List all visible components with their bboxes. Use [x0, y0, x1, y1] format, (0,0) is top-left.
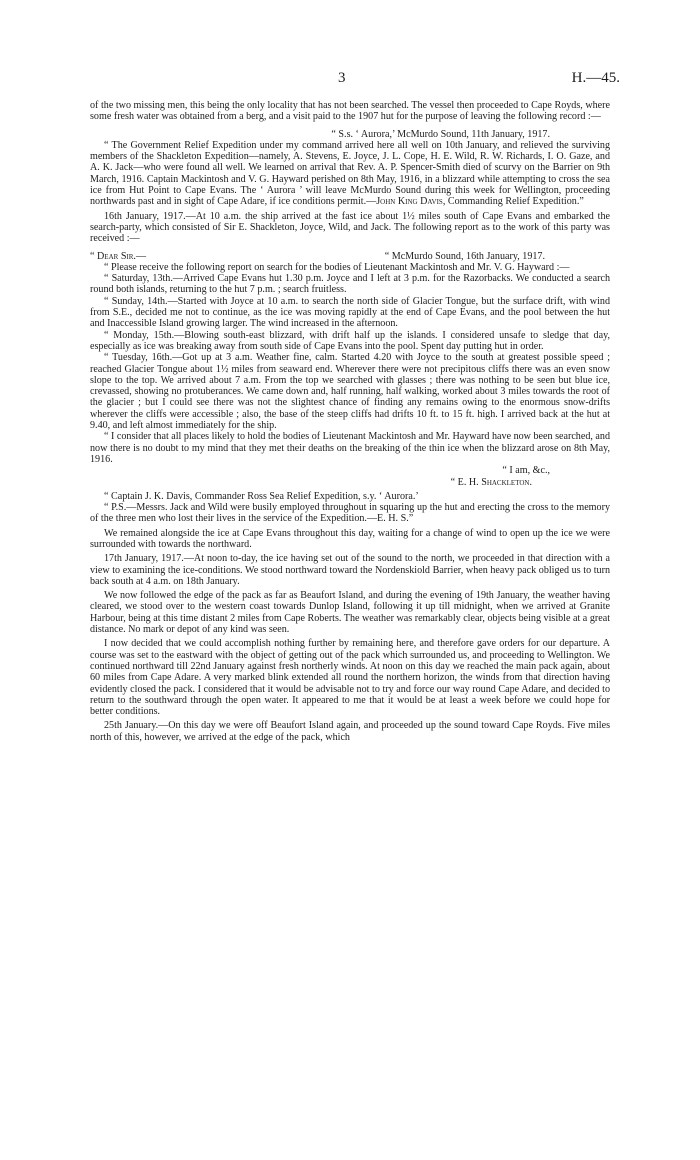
- paragraph-beaufort-island: We now followed the edge of the pack as far as Beaufort Island, and during the evening of 19th January, the weather having cleared, we stood over to the western coast towards Dunlop Island, following it up till midnight, when we arrived at Granite Harbour, being at this time distant 2 miles from Cape Roberts. The weather was remarkably clear, objects being visible at a great distance. No mark or depot of any kind was seen.: [90, 590, 610, 636]
- record-dateline: “ S.s. ‘ Aurora,’ McMurdo Sound, 11th January, 1917.: [331, 128, 550, 140]
- letter-postscript: “ P.S.—Messrs. Jack and Wild were busily employed throughout in squaring up the hut and erecting the cross to the memory of the three men who lost their lives in the service of the Expedition.—E. H. S.”: [90, 502, 610, 525]
- letter-monday: “ Monday, 15th.—Blowing south-east blizzard, with drift half up the islands. I considered unsafe to sledge that day, especially as ice was breaking away from south side of Cape Evans into the pool. Spent day putting hut in order.: [90, 329, 610, 352]
- letter-closing: “ I am, &c.,: [502, 465, 550, 477]
- record-signature: John King Davis: [376, 196, 443, 208]
- paragraph-continuation: of the two missing men, this being the only locality that has not been searched. The vessel then proceeded to Cape Royds, where some fresh water was obtained from a berg, and a visit paid to the 1907 hut for the purpose of leaving the following record :—: [90, 100, 610, 123]
- letter-conclusion: “ I consider that all places likely to hold the bodies of Lieutenant Mackintosh and Mr. Hayward have now been searched, and now there is no doubt to my mind that they met their deaths on the breaking of the thin ice when the blizzard arose on 8th May, 1916.: [90, 431, 610, 465]
- paragraph-16th-january: 16th January, 1917.—At 10 a.m. the ship arrived at the fast ice about 1½ miles south of Cape Evans and embarked the search-party, which consisted of Sir E. Shackleton, Joyce, Wild, and Jack. The following report as to the work of this party was received :—: [90, 210, 610, 245]
- paragraph-remained: We remained alongside the ice at Cape Evans throughout this day, waiting for a change of wind to open up the ice we were surrounded with towards the northward.: [90, 527, 610, 550]
- letter-signature: “ E. H. Shackleton.: [450, 476, 532, 488]
- page-header: [90, 70, 620, 100]
- paragraph-decision: I now decided that we could accomplish nothing further by remaining here, and therefore gave orders for our departure. A course was set to the eastward with the object of getting out of the pack which surrounded us, and proceeding to Wellington. We continued northward till 22nd January against fresh northerly winds. At noon on this day we reached the main pack again, about 60 miles from Cape Adare. A very marked blink extended all round the northern horizon, the winds from that direction having evidently closed the pack. I considered that it would be advisable not to try and force our way round Cape Adare, and decided to return to the southward through the open water. It appeared to me that it would be at least a week before we could hope for better conditions.: [90, 638, 610, 718]
- page-number: 3: [338, 70, 346, 86]
- letter-salutation: “ Dear Sir.—: [90, 250, 147, 262]
- letter-heading: [90, 251, 610, 262]
- paragraph-25th-january: 25th January.—On this day we were off Beaufort Island again, and proceeded up the sound toward Cape Royds. Five miles north of this, however, we arrived at the edge of the pack, which: [90, 720, 610, 743]
- document-reference: H.—45.: [571, 70, 620, 86]
- letter-sunday: “ Sunday, 14th.—Started with Joyce at 10 a.m. to search the north side of Glacier Tongue, but the surface drift, with wind from S.E., decided me not to continue, as the ice was moving rapidly at the end of Cape Evans, and the pool between the hut and Inaccessible Island growing larger. The wind increased in the afternoon.: [90, 295, 610, 330]
- paragraph-17th-january: 17th January, 1917.—At noon to-day, the ice having set out of the sound to the north, we proceeded in that direction with a view to examining the ice-conditions. We stood northward toward the Nordenskiold Barrier, when heavy pack obliged us to turn back south at 4 a.m. on 18th January.: [90, 553, 610, 587]
- letter-intro: “ Please receive the following report on search for the bodies of Lieutenant Mackintosh and Mr. V. G. Hayward :—: [104, 261, 570, 273]
- letter-dateline: “ McMurdo Sound, 16th January, 1917.: [384, 250, 545, 262]
- document-page: [90, 70, 620, 743]
- letter-addressee: “ Captain J. K. Davis, Commander Ross Sea Relief Expedition, s.y. ‘ Aurora.’: [104, 490, 419, 502]
- letter-saturday: “ Saturday, 13th.—Arrived Cape Evans hut 1.30 p.m. Joyce and I left at 3 p.m. for the Razorbacks. We conducted a search round both islands, returning to the hut 7 p.m. ; search fruitless.: [90, 273, 610, 296]
- letter-tuesday: “ Tuesday, 16th.—Got up at 3 a.m. Weather fine, calm. Started 4.20 with Joyce to the south at greatest possible speed ; reached Glacier Tongue about 1½ miles from seaward end. Wherever there were not precipitous cliffs there was an even snow slope to the top. We arrived about 7 a.m. From the top we searched with glasses ; there was nothing to be seen but blue ice, crevassed, showing no protuberances. We came down and, half running, half walking, worked about 3 miles towards the root of the glacier ; but I could see there was not the slightest chance of finding any remains owing to the enormous snow-drifts wherever the cliffs were accessible ; also, the base of the steep cliffs had drifts 10 ft. to 15 ft. high. I arrived back at the hut at 9.40, and left almost immediately for the ship.: [90, 352, 610, 432]
- record-body: “ The Government Relief Expedition under my command arrived here all well on 10th January, and relieved the surviving members of the Shackleton Expedition—namely, A. Stevens, E. Joyce, J. L. Cope, H. E. Wild, R. W. Richards, I. O. Gaze, and A. K. Jack—who were found all well. We learned on arrival that Rev. A. P. Spencer-Smith died of scurvy on the Barrier on 9th March, 1916. Captain Mackintosh and V. G. Hayward perished on 8th May, 1916, in a blizzard while attempting to cross the sea ice from Hut Point to Cape Evans. The ‘ Aurora ’ will leave McMurdo Sound during this week for Wellington, proceeding northwards past and in sight of Cape Adare, if ice conditions permit.—John King Davis, Commanding Relief Expedition.”: [90, 139, 610, 208]
